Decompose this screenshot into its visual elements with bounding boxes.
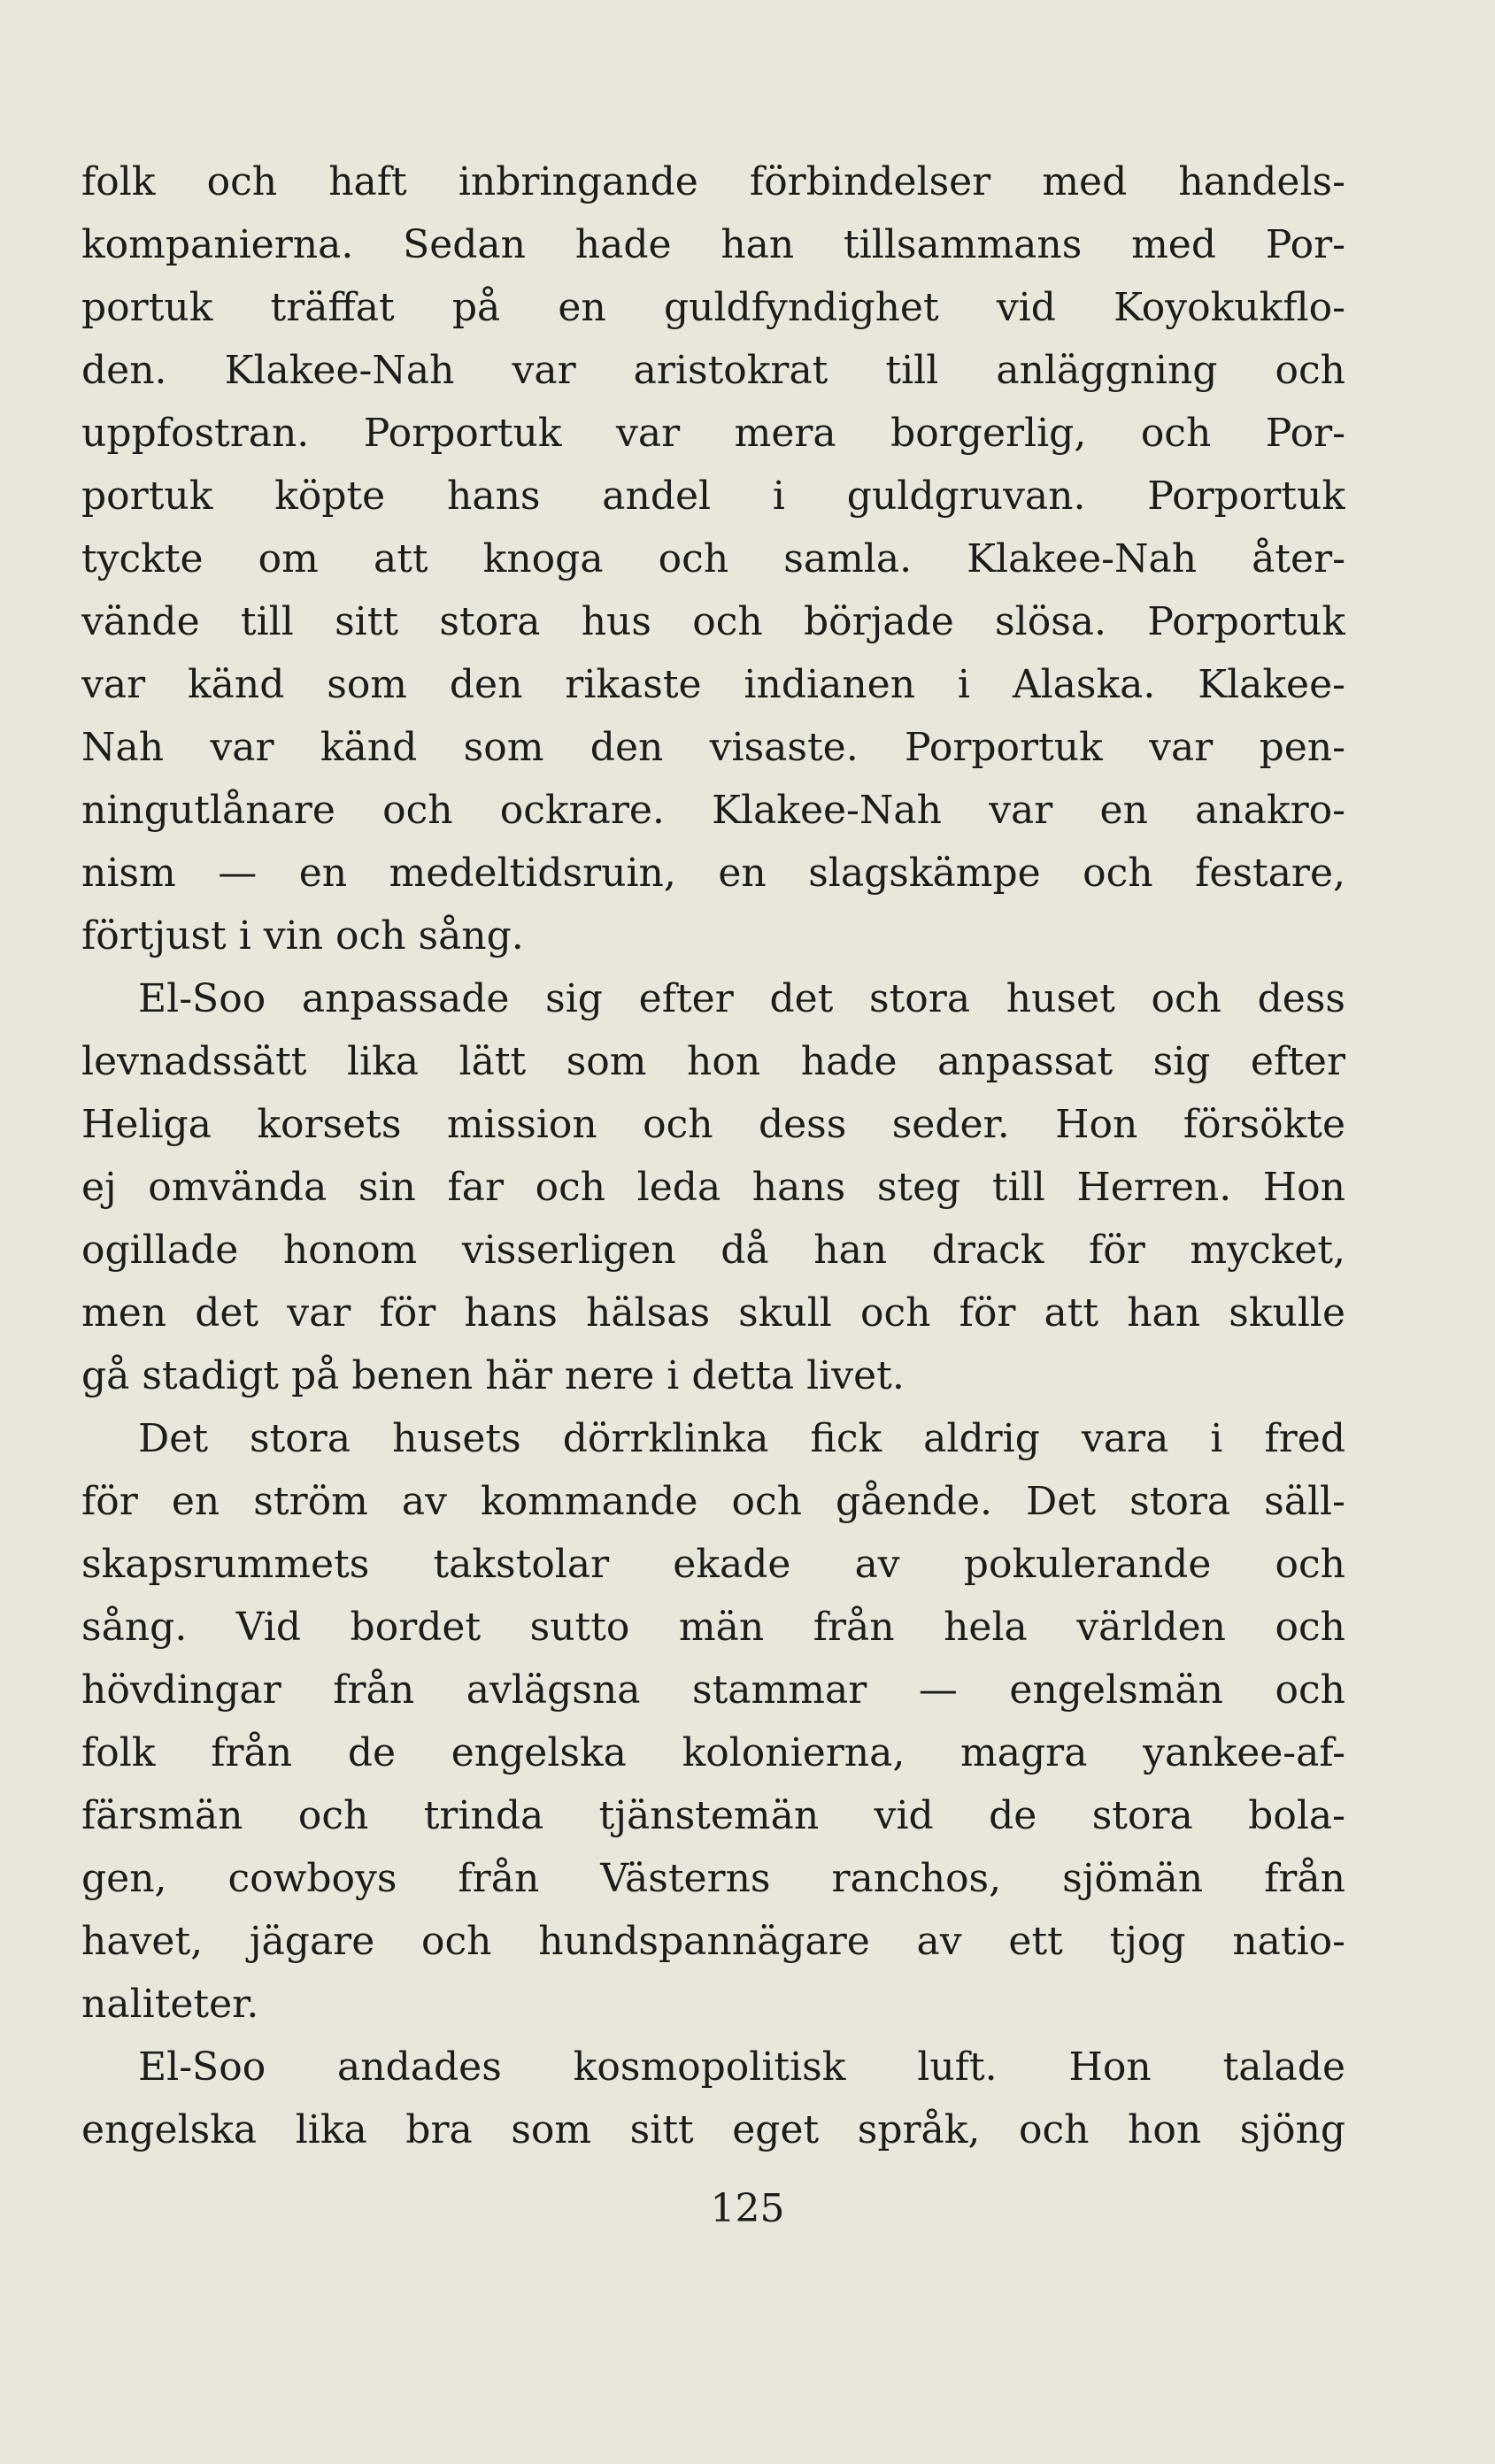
text-line: sång. Vid bordet sutto män från hela världen och	[81, 1605, 1345, 1650]
body-text	[81, 150, 1345, 2161]
text-line: levnadssätt lika lätt som hon hade anpassat sig efter	[81, 1039, 1345, 1084]
text-line: tyckte om att knoga och samla. Klakee-Nah åter-	[81, 536, 1345, 581]
text-line: Det stora husets dörrklinka fick aldrig vara i fred	[138, 1416, 1345, 1461]
text-line: folk från de engelska kolonierna, magra yankee-af-	[81, 1730, 1345, 1775]
text-line: folk och haft inbringande förbindelser med handels-	[81, 159, 1345, 204]
text-line: vände till sitt stora hus och började slösa. Porportuk	[81, 599, 1345, 644]
paragraph	[81, 2036, 1345, 2161]
text-line: men det var för hans hälsas skull och för att han skulle	[81, 1290, 1345, 1336]
text-line: färsmän och trinda tjänstemän vid de stora bola-	[81, 1793, 1345, 1838]
text-line: gå stadigt på benen här nere i detta livet.	[81, 1353, 905, 1398]
text-line: portuk träffat på en guldfyndighet vid Koyokukflo-	[81, 285, 1345, 330]
text-line: ogillade honom visserligen då han drack för mycket,	[81, 1228, 1345, 1273]
text-line: portuk köpte hans andel i guldgruvan. Porportuk	[81, 474, 1345, 519]
paragraph	[81, 150, 1345, 967]
text-line: El-Soo anpassade sig efter det stora huset och dess	[138, 976, 1345, 1021]
text-line: nism — en medeltidsruin, en slagskämpe och festare,	[81, 851, 1345, 896]
text-line: Heliga korsets mission och dess seder. Hon försökte	[81, 1102, 1345, 1147]
text-line: gen, cowboys från Västerns ranchos, sjömän från	[81, 1856, 1345, 1901]
text-line: för en ström av kommande och gående. Det stora säll-	[81, 1479, 1345, 1524]
text-line: El-Soo andades kosmopolitisk luft. Hon talade	[138, 2044, 1345, 2090]
paragraph	[81, 967, 1345, 1407]
text-line: ningutlånare och ockrare. Klakee-Nah var en anakro-	[81, 788, 1345, 833]
text-line: naliteter.	[81, 1982, 259, 2027]
text-line: kompanierna. Sedan hade han tillsammans med Por-	[81, 222, 1345, 267]
text-line: uppfostran. Porportuk var mera borgerlig, och Por-	[81, 411, 1345, 456]
paragraph	[81, 1407, 1345, 2036]
text-line: Nah var känd som den visaste. Porportuk var pen-	[81, 725, 1345, 770]
text-line: ej omvända sin far och leda hans steg till Herren. Hon	[81, 1165, 1345, 1210]
page-number: 125	[710, 2186, 785, 2231]
text-line: skapsrummets takstolar ekade av pokulerande och	[81, 1542, 1345, 1587]
text-line: förtjust i vin och sång.	[81, 913, 524, 959]
text-line: engelska lika bra som sitt eget språk, och hon sjöng	[81, 2107, 1345, 2152]
text-line: hövdingar från avlägsna stammar — engelsmän och	[81, 1667, 1345, 1713]
text-line: var känd som den rikaste indianen i Alaska. Klakee-	[81, 662, 1345, 707]
text-line: den. Klakee-Nah var aristokrat till anläggning och	[81, 348, 1345, 393]
text-line: havet, jägare och hundspannägare av ett tjog natio-	[81, 1919, 1345, 1964]
